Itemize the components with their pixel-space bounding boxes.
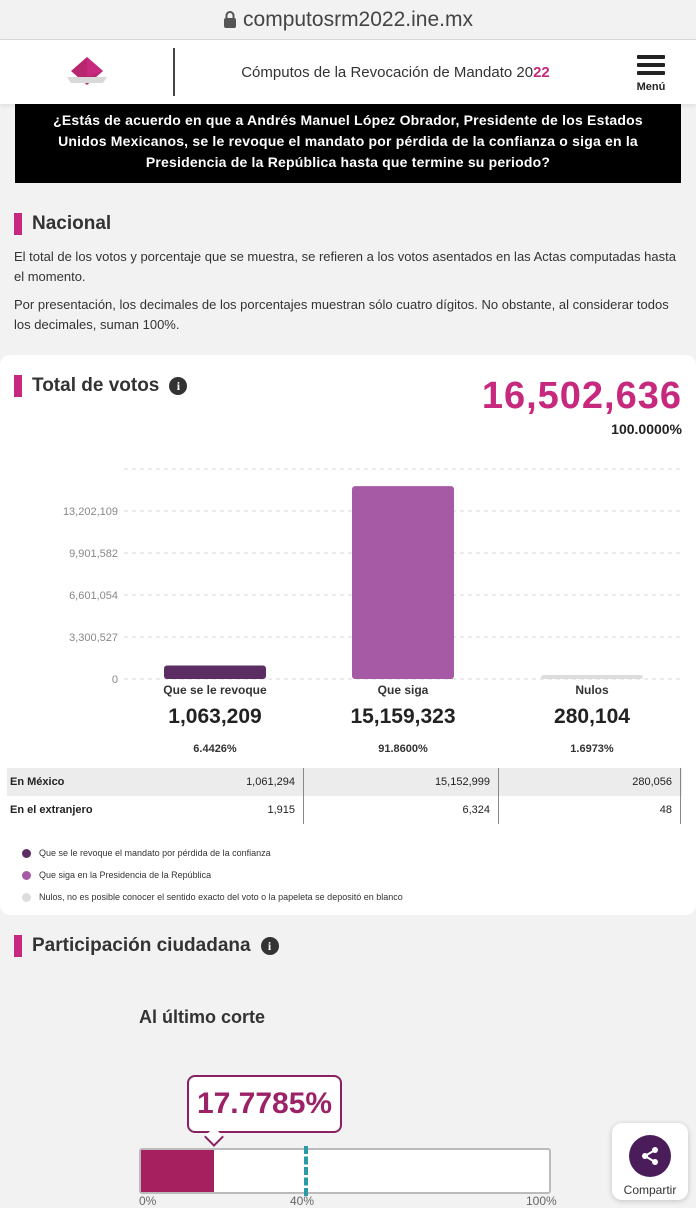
total-votes-card bbox=[0, 355, 696, 915]
participation-fill bbox=[141, 1150, 214, 1192]
candidate-votes: 15,159,323 bbox=[350, 705, 456, 728]
tick-start: 0% bbox=[139, 1194, 157, 1208]
candidate-votes: 1,063,209 bbox=[168, 705, 262, 728]
candidate-siga bbox=[308, 683, 498, 755]
heading-accent-bar bbox=[14, 935, 22, 957]
y-tick-label: 9,901,582 bbox=[69, 548, 118, 560]
y-tick-label: 0 bbox=[111, 674, 118, 686]
bar-1[interactable] bbox=[164, 665, 266, 679]
table-cell: 1,061,294 bbox=[122, 768, 304, 796]
page-title: Cómputos de la Revocación de Mandato 2022 bbox=[241, 63, 550, 81]
nacional-note-1: El total de los votos y porcentaje que se muestra, se refieren a los votos asentados en las Actas computadas hasta el momento. bbox=[14, 249, 676, 284]
total-votes-percent: 100.0000% bbox=[611, 421, 682, 437]
url-text: computosrm2022.ine.mx bbox=[243, 7, 473, 31]
total-votes-value: 16,502,636 bbox=[481, 375, 682, 417]
table-cell: 15,152,999 bbox=[304, 768, 499, 796]
row-label: En el extranjero bbox=[10, 804, 93, 816]
legend-dot bbox=[22, 893, 31, 902]
candidate-nulos bbox=[497, 683, 687, 755]
candidate-percent: 6.4426% bbox=[193, 743, 237, 755]
participation-heading: Participación ciudadana i bbox=[14, 935, 279, 957]
share-icon bbox=[629, 1135, 671, 1177]
title-accent: 22 bbox=[533, 63, 550, 81]
legend-item: Que siga en la Presidencia de la República bbox=[22, 864, 403, 886]
chart-legend bbox=[22, 842, 403, 908]
tick-mid: 40% bbox=[290, 1194, 315, 1208]
participation-value: 17.7785% bbox=[187, 1075, 342, 1133]
menu-button[interactable] bbox=[606, 51, 696, 93]
y-tick-label: 3,300,527 bbox=[69, 632, 118, 644]
bar-3[interactable] bbox=[541, 675, 643, 679]
ine-logo[interactable] bbox=[0, 48, 175, 96]
browser-url-bar[interactable] bbox=[0, 0, 696, 40]
votes-bar-chart bbox=[0, 455, 696, 695]
nacional-section bbox=[0, 183, 696, 338]
participation-progress-bar bbox=[139, 1148, 551, 1194]
table-cell: 48 bbox=[499, 796, 681, 824]
y-tick-label: 13,202,109 bbox=[62, 506, 118, 518]
legend-item: Nulos, no es posible conocer el sentido exacto del voto o la papeleta se depositó en blanco bbox=[22, 886, 403, 908]
share-label: Compartir bbox=[623, 1183, 677, 1197]
nacional-heading: Nacional bbox=[14, 213, 682, 235]
candidate-percent: 91.8600% bbox=[378, 743, 428, 755]
total-votes-heading: Total de votos i bbox=[14, 375, 187, 397]
y-tick-label: 6,601,054 bbox=[69, 590, 118, 602]
candidate-name: Que se le revoque bbox=[163, 683, 267, 697]
candidate-votes: 280,104 bbox=[554, 705, 630, 728]
votes-distribution-table bbox=[7, 768, 682, 824]
lock-icon bbox=[223, 11, 237, 28]
candidate-name: Que siga bbox=[377, 683, 429, 697]
legend-dot bbox=[22, 849, 31, 858]
heading-accent-bar bbox=[14, 375, 22, 397]
table-cell: 280,056 bbox=[499, 768, 681, 796]
info-icon[interactable]: i bbox=[169, 377, 187, 395]
menu-label: Menú bbox=[636, 81, 666, 93]
last-cut-label: Al último corte bbox=[139, 1007, 266, 1027]
ine-logo-icon bbox=[63, 55, 111, 89]
table-row bbox=[7, 796, 682, 824]
threshold-marker bbox=[304, 1146, 308, 1196]
candidate-name: Nulos bbox=[575, 683, 609, 697]
table-row bbox=[7, 768, 682, 796]
heading-accent-bar bbox=[14, 213, 22, 235]
candidate-revoque bbox=[120, 683, 310, 755]
share-button[interactable] bbox=[612, 1123, 688, 1200]
table-cell: 1,915 bbox=[122, 796, 304, 824]
legend-item: Que se le revoque el mandato por pérdida de la confianza bbox=[22, 842, 403, 864]
consultation-question: ¿Estás de acuerdo en que a Andrés Manuel López Obrador, Presidente de los Estados Unidos Mexicanos, se le revoque el mandato por pérdida de la confianza o siga en la Presidencia de la República hasta que termine su periodo? bbox=[15, 104, 681, 183]
legend-dot bbox=[22, 871, 31, 880]
candidate-percent: 1.6973% bbox=[570, 743, 614, 755]
info-icon[interactable]: i bbox=[261, 937, 279, 955]
bar-2[interactable] bbox=[352, 486, 454, 679]
row-label: En México bbox=[10, 776, 65, 788]
site-header bbox=[0, 40, 696, 104]
hamburger-icon bbox=[637, 51, 665, 79]
table-cell: 6,324 bbox=[304, 796, 499, 824]
tick-end: 100% bbox=[526, 1194, 557, 1208]
nacional-note-2: Por presentación, los decimales de los porcentajes muestran sólo cuatro dígitos. No obstante, al considerar todos los decimales, suman 100%. bbox=[14, 297, 669, 332]
